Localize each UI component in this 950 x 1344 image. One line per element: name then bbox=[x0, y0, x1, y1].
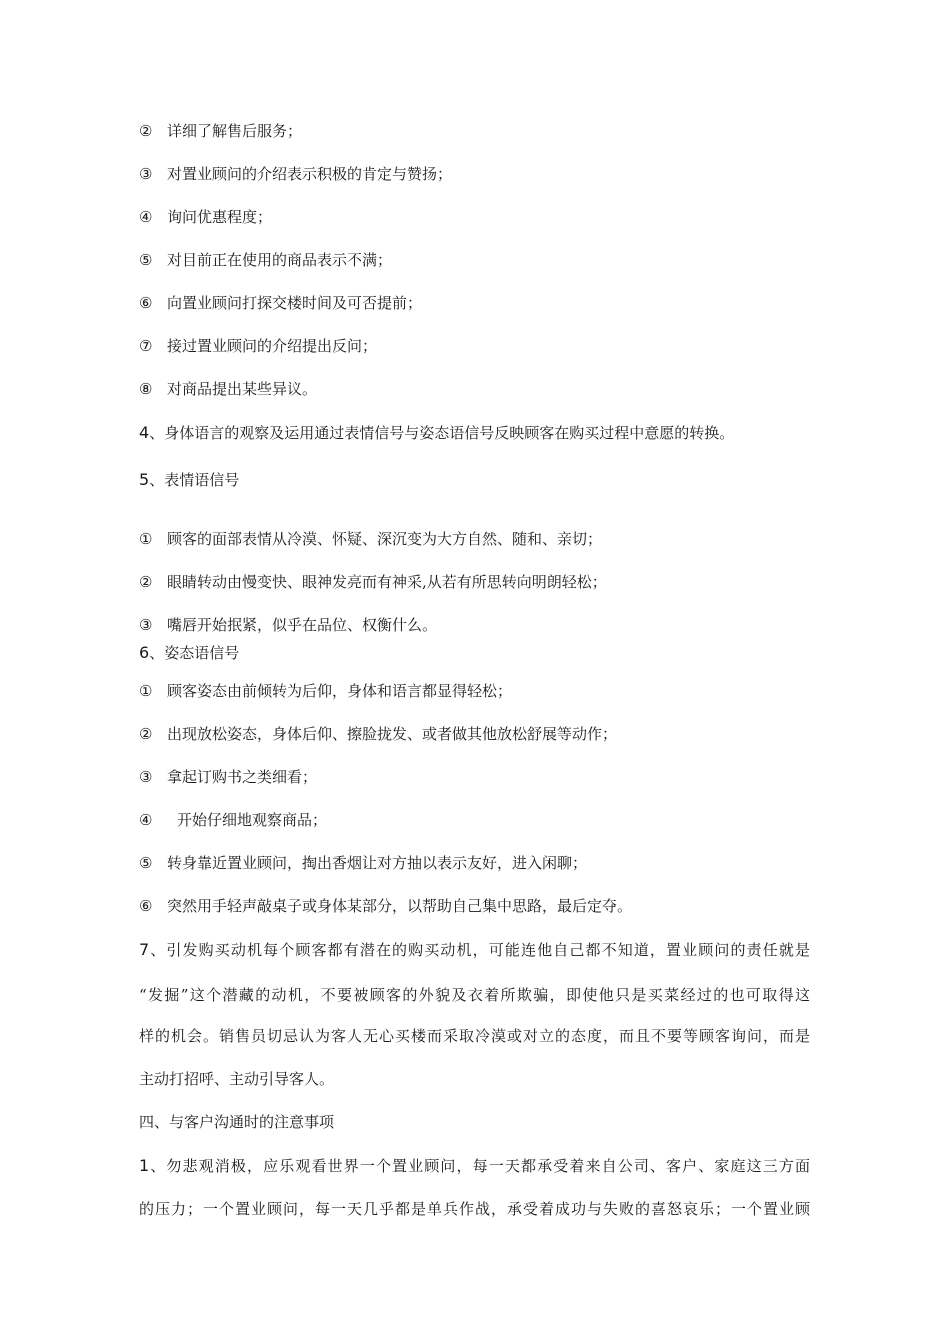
list-marker: ⑧ bbox=[139, 380, 153, 398]
list-marker: ② bbox=[139, 725, 153, 743]
list-marker: ① bbox=[139, 682, 153, 700]
list-item bbox=[139, 528, 810, 550]
section-7-line bbox=[139, 984, 810, 1006]
section-number: 7 bbox=[139, 940, 150, 959]
paragraph-text: 主动打招呼、主动引导客人。 bbox=[139, 1070, 335, 1088]
list-item-text: 询问优惠程度； bbox=[167, 208, 273, 226]
section-7-line bbox=[139, 1068, 810, 1090]
list-marker: ④ bbox=[139, 811, 153, 829]
section-text: 、表情语信号 bbox=[149, 471, 240, 489]
paragraph-text: 样的机会。销售员切忌认为客人无心买楼而采取冷漠或对立的态度，而且不要等顾客询问，而是 bbox=[139, 1027, 810, 1045]
section-number: 4 bbox=[139, 423, 150, 442]
list-item bbox=[139, 335, 810, 357]
section-heading-5 bbox=[139, 469, 810, 491]
list-item-text: 突然用手轻声敲桌子或身体某部分，以帮助自己集中思路，最后定夺。 bbox=[167, 897, 633, 915]
list-item bbox=[139, 163, 810, 185]
section-7-line bbox=[139, 1025, 810, 1047]
list-item bbox=[139, 614, 810, 636]
list-item-text: 顾客的面部表情从冷漠、怀疑、深沉变为大方自然、随和、亲切； bbox=[167, 530, 603, 548]
list-item-text: 拿起订购书之类细看； bbox=[167, 768, 318, 786]
list-item-text: 详细了解售后服务； bbox=[167, 122, 303, 140]
list-marker: ⑤ bbox=[139, 854, 153, 872]
list-item bbox=[139, 571, 810, 593]
section-text: 、身体语言的观察及运用通过表情信号与姿态语信号反映顾客在购买过程中意愿的转换。 bbox=[149, 424, 735, 442]
list-marker: ③ bbox=[139, 165, 153, 183]
list-item bbox=[139, 120, 810, 142]
list-item-text: 转身靠近置业顾问，掏出香烟让对方抽以表示友好，进入闲聊； bbox=[167, 854, 588, 872]
paragraph-text: 的压力；一个置业顾问，每一天几乎都是单兵作战，承受着成功与失败的喜怒哀乐；一个置业顾 bbox=[139, 1200, 810, 1218]
list-item-text: 嘴唇开始抿紧，似乎在品位、权衡什么。 bbox=[167, 616, 438, 634]
list-item bbox=[139, 766, 810, 788]
list-marker: ⑤ bbox=[139, 251, 153, 269]
list-item bbox=[139, 809, 810, 831]
list-item bbox=[139, 680, 810, 702]
section-number: 1 bbox=[139, 1156, 150, 1175]
list-marker: ② bbox=[139, 122, 153, 140]
list-marker: ④ bbox=[139, 208, 153, 226]
list-item bbox=[139, 895, 810, 917]
list-item-text: 接过置业顾问的介绍提出反问； bbox=[167, 337, 378, 355]
list-item bbox=[139, 206, 810, 228]
section-7-line bbox=[139, 939, 810, 961]
list-marker: ⑥ bbox=[139, 897, 153, 915]
part-title: 四、与客户沟通时的注意事项 bbox=[139, 1113, 335, 1131]
paragraph-text: 、勿悲观消极，应乐观看世界一个置业顾问，每一天都承受着来自公司、客户、家庭这三方面 bbox=[149, 1157, 810, 1175]
list-item-text: 眼睛转动由慢变快、眼神发亮而有神采,从若有所思转向明朗轻松； bbox=[167, 573, 607, 591]
list-item-text: 对置业顾问的介绍表示积极的肯定与赞扬； bbox=[167, 165, 453, 183]
list-item bbox=[139, 249, 810, 271]
list-item-text: 顾客姿态由前倾转为后仰，身体和语言都显得轻松； bbox=[167, 682, 513, 700]
list-item-text: 出现放松姿态，身体后仰、擦脸拢发、或者做其他放松舒展等动作； bbox=[167, 725, 618, 743]
list-marker: ⑥ bbox=[139, 294, 153, 312]
list-item bbox=[139, 852, 810, 874]
paragraph-text: “发掘”这个潜藏的动机，不要被顾客的外貌及衣着所欺骗，即使他只是买菜经过的也可取得这 bbox=[139, 986, 810, 1004]
part-4-item-1-line bbox=[139, 1198, 810, 1220]
list-marker: ⑦ bbox=[139, 337, 153, 355]
list-marker: ① bbox=[139, 530, 153, 548]
list-marker: ③ bbox=[139, 768, 153, 786]
list-item bbox=[139, 378, 810, 400]
section-text: 、姿态语信号 bbox=[149, 644, 240, 662]
list-marker: ② bbox=[139, 573, 153, 591]
list-item-text: 对商品提出某些异议。 bbox=[167, 380, 318, 398]
list-item bbox=[139, 292, 810, 314]
paragraph-text: 、引发购买动机每个顾客都有潜在的购买动机，可能连他自己都不知道，置业顾问的责任就是 bbox=[149, 941, 810, 959]
list-item bbox=[139, 723, 810, 745]
list-item-text: 开始仔细地观察商品； bbox=[177, 811, 328, 829]
section-number: 6 bbox=[139, 643, 150, 662]
list-item-text: 向置业顾问打探交楼时间及可否提前； bbox=[167, 294, 423, 312]
list-item-text: 对目前正在使用的商品表示不满； bbox=[167, 251, 393, 269]
section-number: 5 bbox=[139, 470, 150, 489]
section-heading-6 bbox=[139, 642, 810, 664]
part-4-item-1-line bbox=[139, 1155, 810, 1177]
list-marker: ③ bbox=[139, 616, 153, 634]
section-heading-4 bbox=[139, 422, 810, 444]
